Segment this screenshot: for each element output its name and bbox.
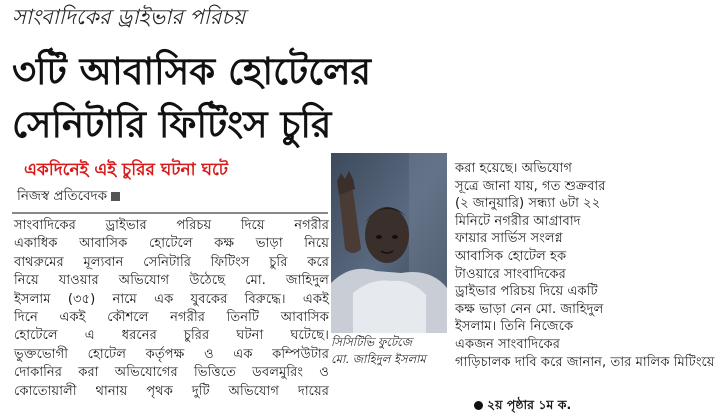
body-right-line: ইসলাম। তিনি নিজেকে [455,319,574,335]
caption-line-2: মো. জাহিদুল ইসলাম [331,352,426,366]
body-right-line: গাড়িচালক দাবি করে জানান, তার মালিক মিটিংয়ে [455,354,715,370]
continuation-note [474,396,571,414]
body-right-line: একজন সাংবাদিকের [455,336,560,352]
body-right-line: কক্ষ ভাড়া নেন মো. জাহিদুল [455,301,604,317]
body-right-line: (২ জানুয়ারি) সন্ধ্যা ৬টা ২২ [455,196,601,212]
body-right-line: ড্রাইভার পরিচয় দিয়ে একটি [455,284,598,300]
cctv-photo-drawing [331,153,447,333]
subheadline: একদিনেই এই চুরির ঘটনা ঘটে [24,160,229,180]
headline-line-2: সেনিটারি ফিটিংস চুরি [12,103,332,146]
kicker: সাংবাদিকের ড্রাইভার পরিচয় [12,5,246,29]
body-left-line: ইসলাম (৩৫) নামে এক যুবকের বিরুদ্ধে। একই [14,291,329,307]
body-left-line: সাংবাদিকের ড্রাইভার পরিচয় দিয়ে নগরীর [14,218,329,233]
body-left-line: দিনে একই কৌশলে নগরীর তিনটি আবাসিক [14,310,329,326]
body-left-line: দোকানির করা অভিযোগের ভিত্তিতে ডবলমুরিং ও [14,365,329,381]
continuation-text: ২য় পৃষ্ঠার ১ম ক. [487,397,572,412]
body-right-line: মিনিটে নগরীর আগ্রাবাদ [455,213,581,229]
body-right-line: সূত্রে জানা যায়, গত শুক্রবার [455,178,606,194]
body-left-line: নিয়ে যাওয়ার অভিযোগ উঠেছে মো. জাহিদুল [14,273,329,289]
cctv-photo [331,153,447,333]
bullet-icon [474,401,483,410]
headline-line-1: ৩টি আবাসিক হোটেলের [12,50,371,93]
body-left-line: বাথরুমের মূল্যবান সেনিটারি ফিটিংস চুরি করে [14,254,329,270]
body-right-line: টাওয়ারে সাংবাদিকের [455,266,566,282]
body-right-line: আবাসিক হোটেল হক [455,248,567,264]
byline-text: নিজস্ব প্রতিবেদক [17,188,108,204]
body-right-line: ফায়ার সার্ভিস সংলগ্ন [455,231,563,247]
byline-rule [12,212,328,214]
body-left-line: ভুক্তভোগী হোটেল কর্তৃপক্ষ ও এক কম্পিউটার [14,346,329,362]
byline [17,186,120,206]
byline-square-icon [111,192,120,201]
photo-caption [331,334,449,368]
body-left-line: একাধিক আবাসিক হোটেলে কক্ষ ভাড়া নিয়ে [14,236,329,252]
body-left-line: কোতোয়ালী থানায় পৃথক দুটি অভিযোগ দায়ের [14,383,329,399]
body-left-line: হোটেলে এ ধরনের চুরির ঘটনা ঘটেছে। [14,328,329,344]
article-body-left [14,217,329,401]
body-right-line: করা হয়েছে। অভিযোগ [455,161,573,176]
caption-line-1: সিসিটিভি ফুটেজে [331,335,413,349]
article-body-right [455,160,715,371]
